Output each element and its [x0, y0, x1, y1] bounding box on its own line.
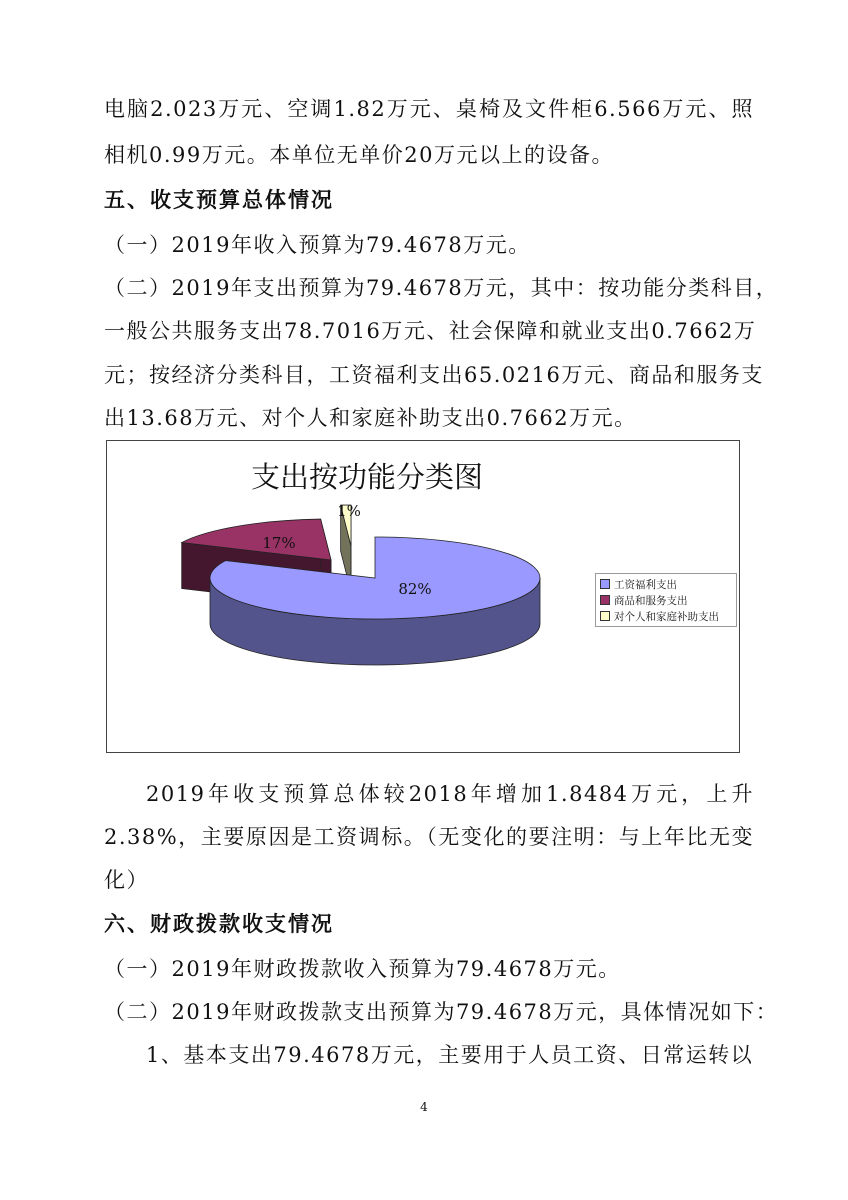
pie-data-label: 1%: [337, 502, 361, 520]
legend-swatch: [600, 611, 610, 621]
paragraph-line: 2019年收支预算总体较2018年增加1.8484万元，上升: [146, 782, 754, 806]
paragraph-line: （一）2019年收入预算为79.4678万元。: [104, 233, 531, 257]
legend-item: [600, 576, 732, 592]
pie-data-label: 17%: [262, 534, 296, 552]
paragraph-line: 相机0.99万元。本单位无单价20万元以上的设备。: [104, 143, 614, 167]
legend-item: [600, 608, 732, 624]
paragraph-line: 1、基本支出79.4678万元，主要用于人员工资、日常运转以: [146, 1043, 754, 1067]
paragraph-line: 化）: [104, 868, 149, 892]
legend-label: 商品和服务支出: [614, 594, 688, 607]
paragraph-line: 元；按经济分类科目，工资福利支出65.0216万元、商品和服务支: [104, 363, 764, 387]
legend-item: [600, 592, 732, 608]
section-heading-5: 五、收支预算总体情况: [104, 188, 334, 212]
pie-chart: [106, 440, 740, 753]
paragraph-line: （二）2019年财政拨款支出预算为79.4678万元，具体情况如下：: [104, 1000, 779, 1024]
page-number: 4: [420, 1100, 428, 1114]
paragraph-line: 一般公共服务支出78.7016万元、社会保障和就业支出0.7662万: [104, 319, 757, 343]
paragraph-line: 2.38%，主要原因是工资调标。（无变化的要注明：与上年比无变: [104, 825, 754, 849]
paragraph-line: 出13.68万元、对个人和家庭补助支出0.7662万元。: [104, 406, 637, 430]
paragraph-line: （二）2019年支出预算为79.4678万元，其中：按功能分类科目，: [104, 276, 779, 300]
section-heading-6: 六、财政拨款收支情况: [104, 912, 334, 936]
legend-swatch: [600, 595, 610, 605]
chart-title: 支出按功能分类图: [250, 460, 483, 494]
legend-swatch: [600, 579, 610, 589]
chart-legend: [595, 573, 737, 627]
paragraph-line: （一）2019年财政拨款收入预算为79.4678万元。: [104, 957, 621, 981]
paragraph-line: 电脑2.023万元、空调1.82万元、桌椅及文件柜6.566万元、照: [104, 97, 754, 121]
legend-label: 工资福利支出: [614, 578, 677, 591]
pie-data-label: 82%: [398, 580, 432, 598]
legend-label: 对个人和家庭补助支出: [614, 610, 719, 623]
